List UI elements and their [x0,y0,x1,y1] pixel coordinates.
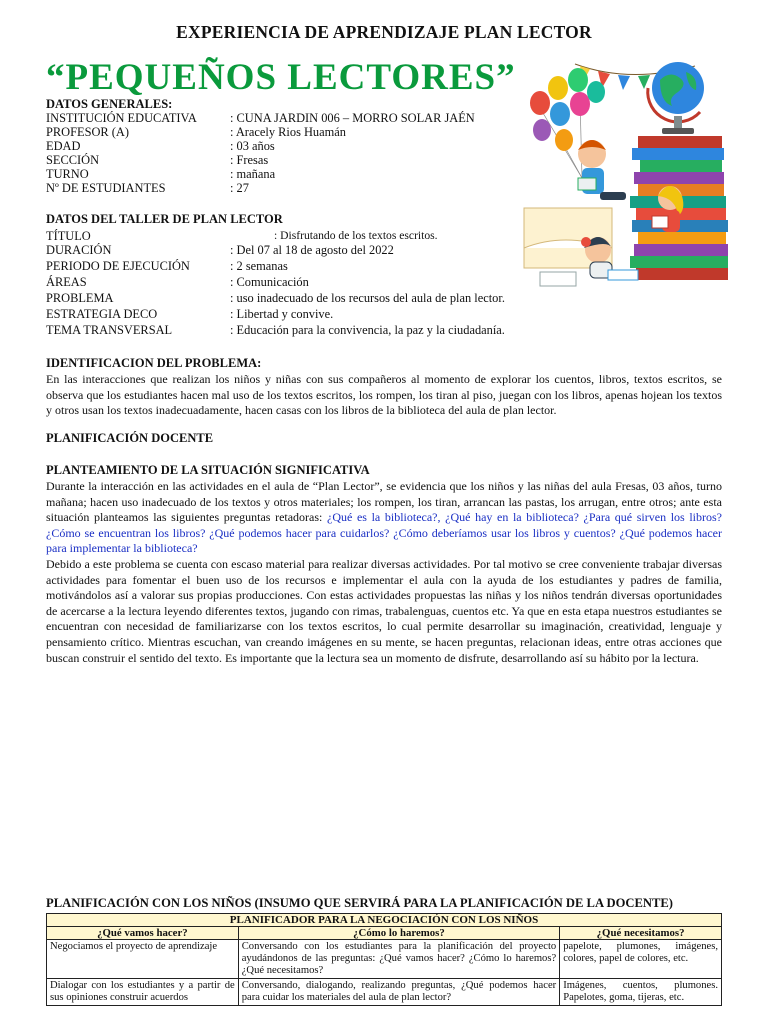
taller-heading: DATOS DEL TALLER DE PLAN LECTOR [46,212,283,226]
row-value: : 03 años [230,139,275,153]
row-value: : Comunicación [230,275,309,289]
row-key: SECCIÓN [46,153,100,167]
datos-generales-heading: DATOS GENERALES: [46,97,173,111]
table-cell: Conversando, dialogando, realizando preguntas, ¿Qué podemos hacer para cuidar los materiales del aula de plan lector? [238,979,559,1006]
datos-generales-row [46,111,526,125]
row-value: : Disfrutando de los textos escritos. [274,229,438,242]
table-cell: Negociamos el proyecto de aprendizaje [47,940,239,979]
table-cell: Imágenes, cuentos, plumones. Papelotes, goma, tijeras, etc. [560,979,722,1006]
taller-row [46,243,526,257]
table-cell: papelote, plumones, imágenes, colores, papel de colores, etc. [560,940,722,979]
planificacion-docente-heading: PLANIFICACIÓN DOCENTE [46,431,214,445]
datos-generales-row [46,125,526,139]
taller-row [46,291,526,305]
datos-generales-row [46,139,526,153]
row-key: EDAD [46,139,81,153]
row-value: : uso inadecuado de los recursos del aula de plan lector. [230,291,505,305]
taller-row [46,307,526,321]
taller-row [46,323,526,337]
column-header: ¿Cómo lo haremos? [238,927,559,940]
row-value: : CUNA JARDIN 006 – MORRO SOLAR JAÉN [230,111,475,125]
document-title: EXPERIENCIA DE APRENDIZAJE PLAN LECTOR [176,22,592,42]
row-key: PERIODO DE EJECUCIÓN [46,259,190,273]
row-value: : Libertad y convive. [230,307,334,321]
row-key: DURACIÓN [46,243,112,257]
table-caption: PLANIFICADOR PARA LA NEGOCIACIÓN CON LOS NIÑOS [47,914,722,927]
taller-row [46,229,526,243]
table-row [47,979,722,1006]
row-value: : Fresas [230,153,269,167]
planificacion-ninos-heading: PLANIFICACIÓN CON LOS NIÑOS (INSUMO QUE SERVIRÁ PARA LA PLANIFICACIÓN DE LA DOCENTE) [46,896,673,910]
row-key: TÍTULO [46,229,91,243]
globe-icon [648,62,704,134]
row-value: : 2 semanas [230,259,288,273]
row-key: TEMA TRANSVERSAL [46,323,173,337]
row-value: : mañana [230,167,276,181]
project-title: “PEQUEÑOS LECTORES” [46,57,516,98]
situacion-body: Debido a este problema se cuenta con escaso material para realizar diversas actividades. Por tal motivo se cree conveniente trabajar diversas actividades para fomentar el buen uso de los recursos e implementar el aula con la ayuda de los estudiantes y padres de familia, motivándolos así a valorar sus propias producciones. Con estas actividades propuestas las niñas y los niños tendrán diversas oportunidades de acercarse a la lectura leyendo diferentes textos, jugando con rimas, trabalenguas, cuentos etc. Ya que en esta etapa nuestros estudiantes se encuentran con necesidad de familiarizarse con los textos escritos, lo cual permite desarrollar su imaginación, creatividad, lenguaje y pensamiento crítico. Mientras escuchan, van creando imágenes en su mente, se hacen preguntas, relacionan ideas, entre otras acciones que buscan construir el sentido del texto. Es importante que la lectura sea un momento de disfrute, desarrollando así su hábito por la lectura. [46,556,722,665]
taller-row [46,275,526,289]
column-header: ¿Qué vamos hacer? [47,927,239,940]
situacion-intro: Durante la interacción en las actividades en el aula de “Plan Lector”, se evidencia que los niños y las niñas del aula Fresas, 03 años, turno mañana; hacen uso inadecuado de los textos y otros materiales; los rompen, los tiran, arrancan las pastas, los arrugan, entre otros; ante esta situación planteamos las siguientes preguntas retadoras: [46,479,722,525]
row-key: Nº DE ESTUDIANTES [46,181,166,195]
table-row [47,940,722,979]
datos-generales-row [46,181,526,195]
row-key: PROBLEMA [46,291,114,305]
row-key: ÁREAS [46,275,87,289]
row-value: : Aracely Rios Huamán [230,125,346,139]
row-value: : Del 07 al 18 de agosto del 2022 [230,243,394,257]
column-header: ¿Qué necesitamos? [560,927,722,940]
datos-generales-row [46,153,526,167]
table-cell: Conversando con los estudiantes para la planificación del proyecto ayudándonos de las preguntas: ¿Qué vamos hacer? ¿Cómo lo haremos? ¿Qué necesitamos? [238,940,559,979]
planificador-table [46,913,722,1006]
row-value: : Educación para la convivencia, la paz y la ciudadanía. [230,323,505,337]
row-key: PROFESOR (A) [46,125,129,139]
table-cell: Dialogar con los estudiantes y a partir de sus opiniones construir acuerdos [47,979,239,1006]
row-key: ESTRATEGIA DECO [46,307,158,321]
problema-paragraph: En las interacciones que realizan los niños y niñas con sus compañeros al momento de explorar los cuentos, libros, textos escritos, se observa que los estudiantes hacen mal uso de los textos escritos, los rompen, los tiran al piso, juegan con los libros, apenas hojean los textos y otros usan los textos inadecuadamente, hacen casas con los libros de la biblioteca del aula de plan lector. [46,372,722,418]
row-key: INSTITUCIÓN EDUCATIVA [46,111,197,125]
situacion-paragraph [46,479,722,666]
row-value: : 27 [230,181,249,195]
situacion-questions: ¿Qué es la biblioteca?, ¿Qué hay en la biblioteca? ¿Para qué sirven los libros? ¿Cómo se encuentran los libros? ¿Qué podemos hacer para cuidarlos? ¿Cómo deberíamos usar los libros y cuentos? ¿Qué podemos hacer para implementar la biblioteca? [46,510,722,556]
taller-row [46,259,526,273]
situacion-heading: PLANTEAMIENTO DE LA SITUACIÓN SIGNIFICATIVA [46,463,370,477]
reading-children-illustration [520,58,732,298]
datos-generales-row [46,167,526,181]
problema-heading: IDENTIFICACION DEL PROBLEMA: [46,356,262,370]
row-key: TURNO [46,167,89,181]
